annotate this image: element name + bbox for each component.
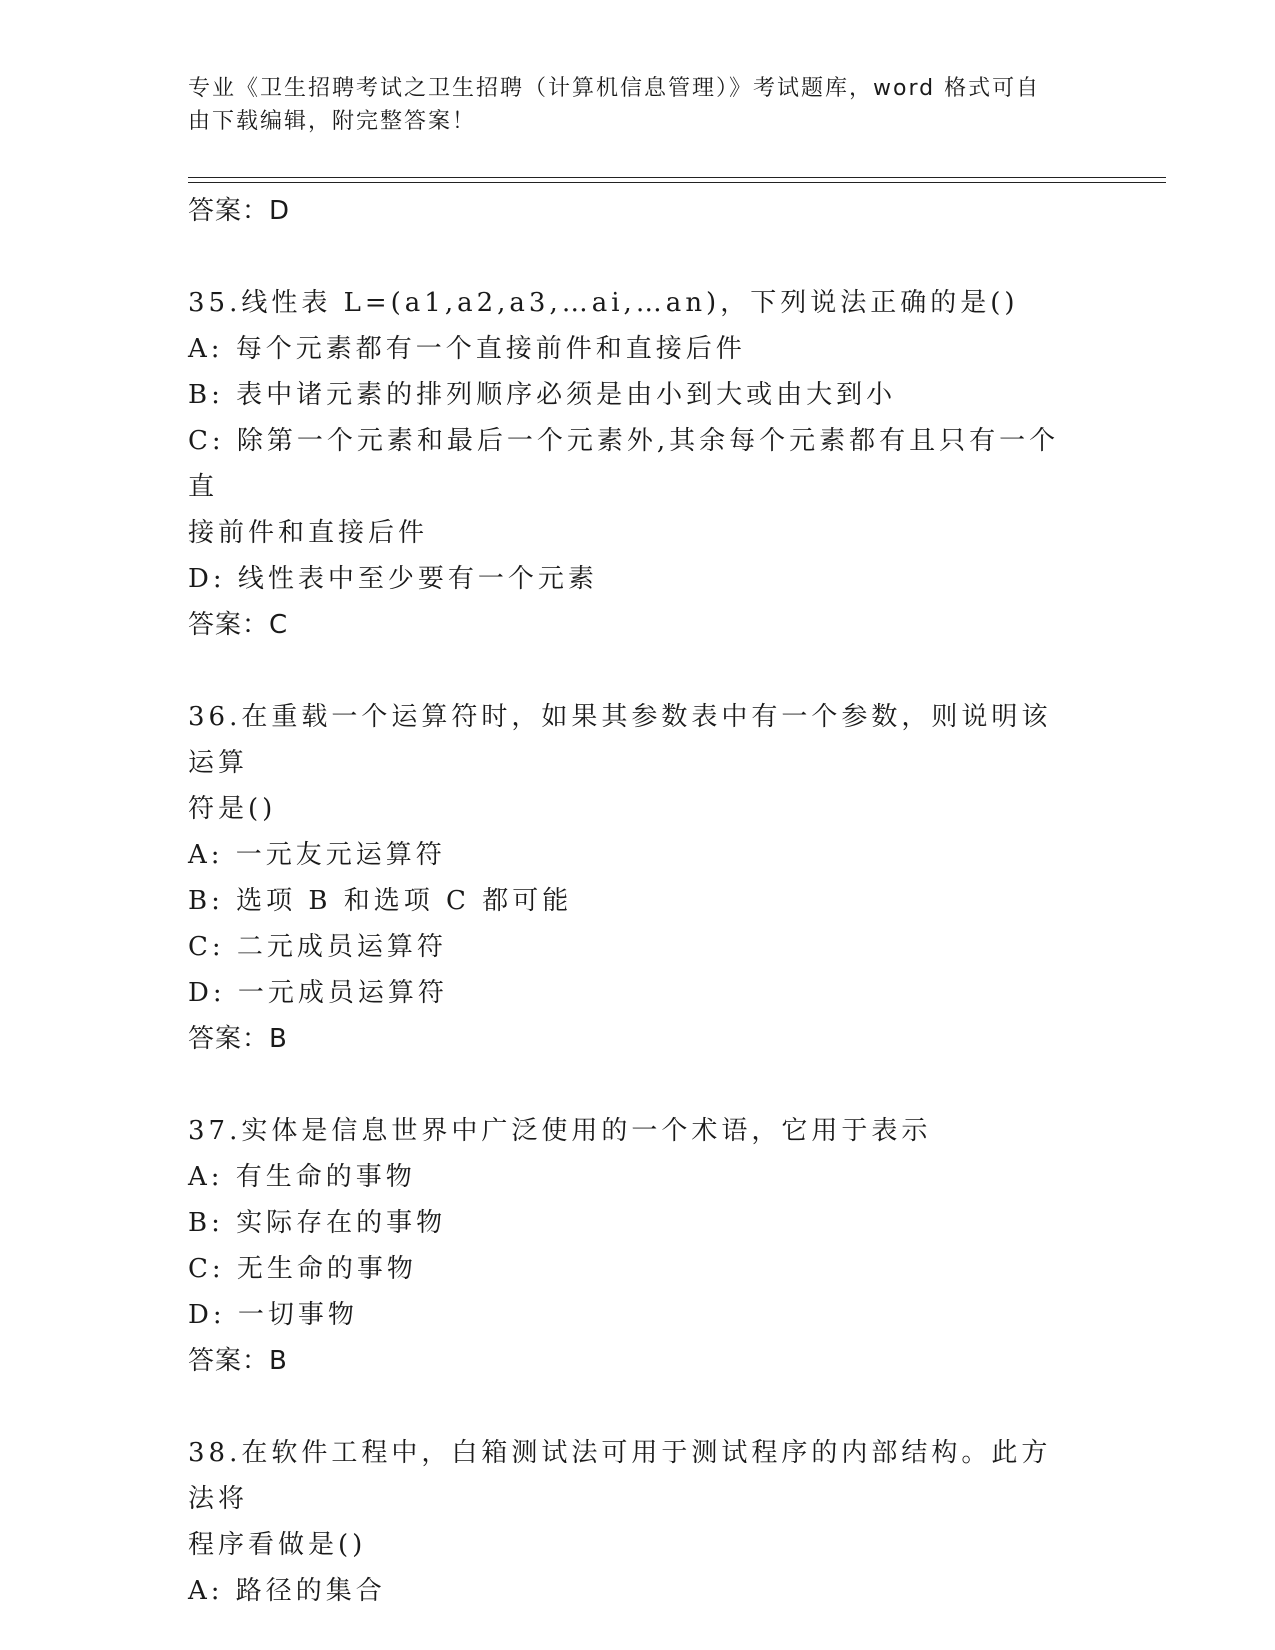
- question-text-continued: 符是(): [188, 794, 277, 824]
- spacer: [188, 234, 1078, 280]
- question-list: [188, 188, 1078, 1614]
- question-text: 37.实体是信息世界中广泛使用的一个术语，它用于表示: [188, 1116, 932, 1146]
- option-d: D: 一元成员运算符: [188, 978, 448, 1008]
- question-text: 38.在软件工程中，白箱测试法可用于测试程序的内部结构。此方法将: [188, 1438, 1052, 1514]
- question-35: [188, 280, 1078, 648]
- option-c: C: 除第一个元素和最后一个元素外,其余每个元素都有且只有一个直: [188, 426, 1060, 502]
- document-header: [188, 72, 1068, 138]
- option-c: C: 二元成员运算符: [188, 932, 447, 962]
- option-d: D: 一切事物: [188, 1300, 358, 1330]
- question-text-continued: 程序看做是(): [188, 1530, 367, 1560]
- spacer: [188, 1384, 1078, 1430]
- header-divider-bottom: [188, 182, 1166, 183]
- option-c: C: 无生命的事物: [188, 1254, 417, 1284]
- option-a: A: 有生命的事物: [188, 1162, 416, 1192]
- question-37: [188, 1108, 1078, 1384]
- option-b: B: 表中诸元素的排列顺序必须是由小到大或由大到小: [188, 380, 897, 410]
- spacer: [188, 1062, 1078, 1108]
- header-line-2: 由下载编辑，附完整答案！: [188, 109, 477, 134]
- question-36: [188, 694, 1078, 1062]
- question-38: [188, 1430, 1078, 1614]
- option-a: A: 一元友元运算符: [188, 840, 446, 870]
- answer-line: 答案：B: [188, 1024, 288, 1054]
- option-b: B: 实际存在的事物: [188, 1208, 447, 1238]
- question-text: 36.在重载一个运算符时，如果其参数表中有一个参数，则说明该运算: [188, 702, 1052, 778]
- answer-line: 答案：C: [188, 610, 289, 640]
- header-line-1: 专业《卫生招聘考试之卫生招聘（计算机信息管理）》考试题库，word 格式可自: [188, 76, 1041, 101]
- option-b: B: 选项 B 和选项 C 都可能: [188, 886, 573, 916]
- spacer: [188, 648, 1078, 694]
- answer-line: 答案：D: [188, 196, 291, 226]
- header-divider-top: [188, 177, 1166, 178]
- answer-line: 答案：B: [188, 1346, 288, 1376]
- option-d: D: 线性表中至少要有一个元素: [188, 564, 598, 594]
- option-a: A: 路径的集合: [188, 1576, 386, 1606]
- option-a: A: 每个元素都有一个直接前件和直接后件: [188, 334, 746, 364]
- option-c-continued: 接前件和直接后件: [188, 518, 429, 548]
- question-text: 35.线性表 L=(a1,a2,a3,…ai,…an)，下列说法正确的是(): [188, 288, 1019, 318]
